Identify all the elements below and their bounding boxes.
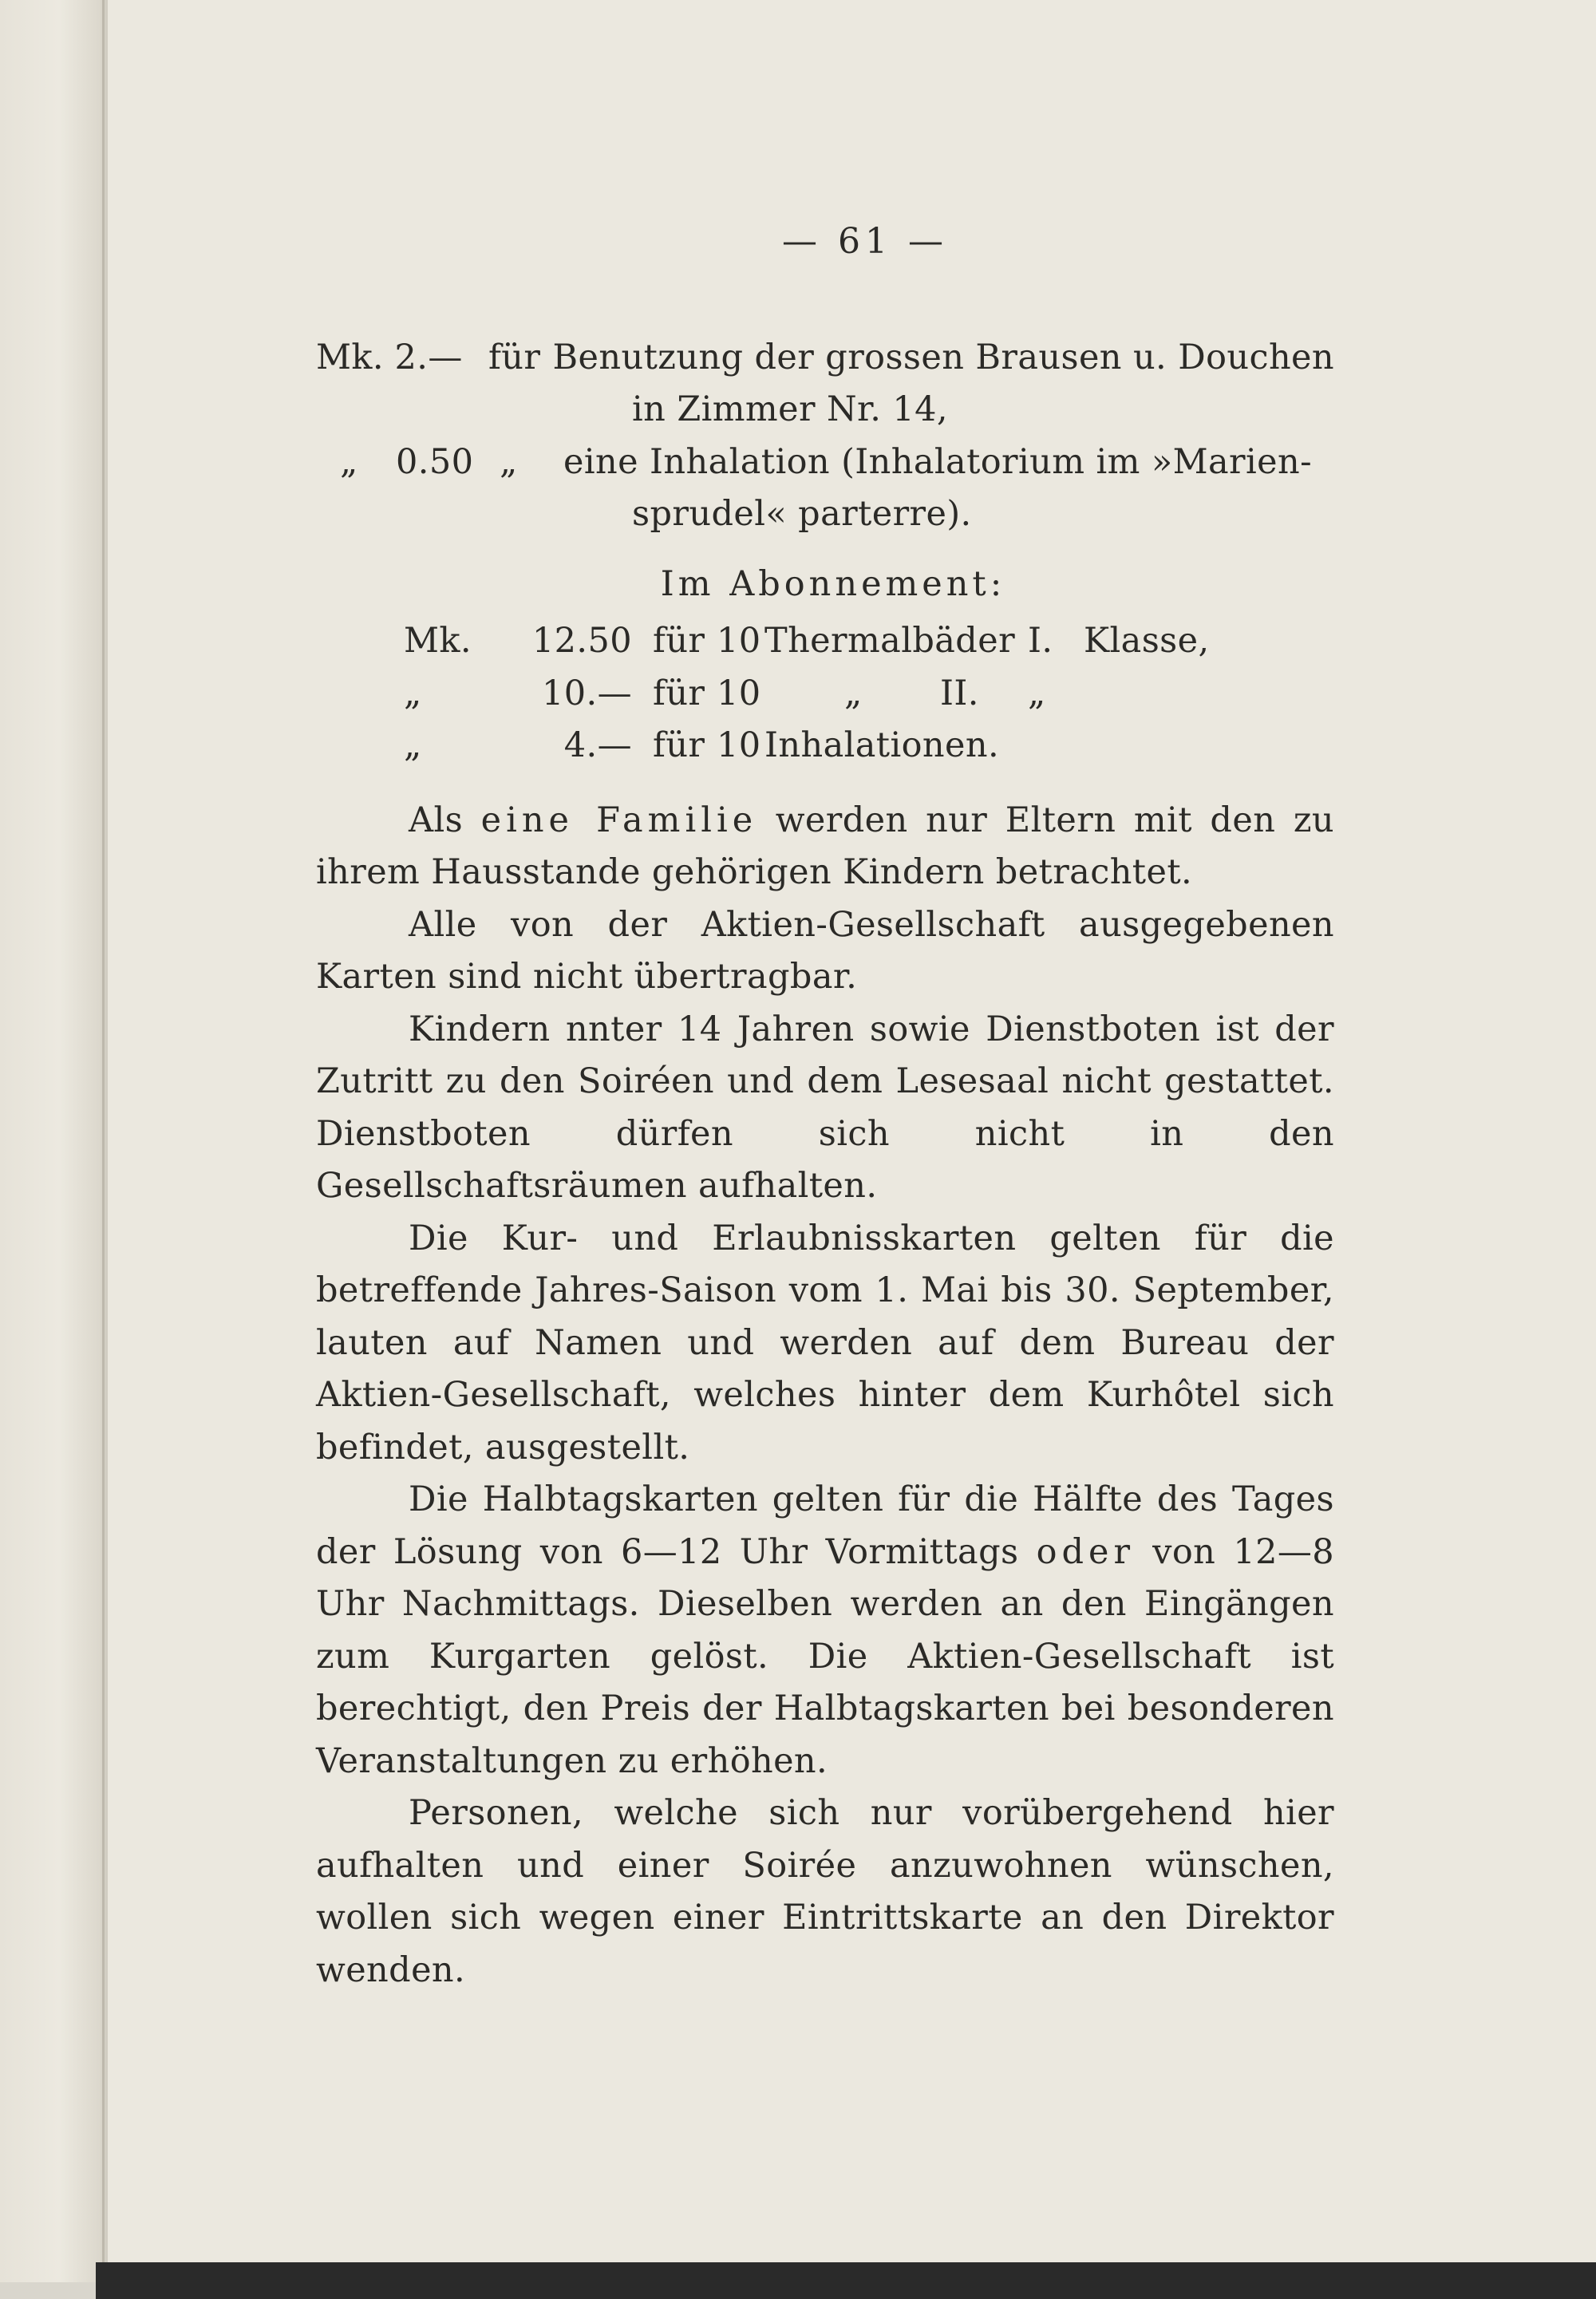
fee-amount: 0.50 <box>396 441 474 482</box>
abo-count: 10 <box>717 621 761 661</box>
abonnement-table <box>316 615 1334 772</box>
abo-item: Inhalationen. <box>764 725 1000 765</box>
abo-count: 10 <box>717 725 761 765</box>
abo-count: 10 <box>717 673 761 713</box>
abo-item: „ <box>844 673 863 713</box>
emphasis-text: eine Familie <box>480 800 758 840</box>
abo-amount: 4.— <box>563 725 632 765</box>
abonnement-title: Im Abonnement: <box>660 563 1006 604</box>
abo-unit: „ <box>404 725 422 765</box>
abo-amount: 12.50 <box>531 621 632 661</box>
fee-continuation: sprudel« parterre). <box>632 494 972 534</box>
fee-continuation: in Zimmer Nr. 14, <box>632 389 948 429</box>
fee-per: „ <box>500 441 518 482</box>
fee-list <box>316 332 1334 541</box>
paragraph-halfday-cards <box>316 1474 1334 1787</box>
paragraph-visitors: Personen, welche sich nur vorübergehend hier aufhalten und einer Soirée anzuwohnen wünschen, wollen sich wegen einer Eintrittskarte an den Direktor wenden. <box>316 1793 1334 1990</box>
paragraph-text: Als <box>409 800 481 840</box>
paragraph-transfer: Alle von der Aktien-Gesellschaft ausgegebenen Karten sind nicht übertragbar. <box>316 904 1334 997</box>
abo-class: I. <box>1028 621 1053 661</box>
fee-text: eine Inhalation (Inhalatorium im »Marien- <box>563 441 1313 482</box>
fee-unit: Mk. <box>316 337 384 377</box>
abonnement-row <box>316 668 1334 721</box>
emphasis-text: oder <box>1036 1531 1136 1572</box>
paragraph-text: von 12—8 Uhr Nachmittags. Dieselben werden an den Eingängen zum Kurgarten gelöst. Die Aktien-Gesellschaft ist berechtigt, den Preis der Halbtagskarten bei besonderen Veranstaltungen zu erhöhen. <box>316 1531 1335 1781</box>
abonnement-row <box>316 615 1334 668</box>
paragraph-family <box>316 795 1334 899</box>
body-paragraphs <box>316 795 1334 1997</box>
abo-unit: Mk. <box>404 621 472 661</box>
abo-klasse: „ <box>1028 673 1046 713</box>
abo-per: für <box>653 621 705 661</box>
abonnement-row <box>316 720 1334 772</box>
fee-row <box>316 436 1334 489</box>
abo-item: Thermalbäder <box>764 621 1016 661</box>
page-bottom-edge <box>96 2262 1596 2299</box>
abo-klasse: Klasse, <box>1084 621 1210 661</box>
page-text <box>316 215 1334 1997</box>
page-number-header: — 61 — <box>782 221 948 262</box>
paragraph-season-cards: Die Kur- und Erlaubnisskarten gelten für die betreffende Jahres-Saison vom 1. Mai bis 30. September, lauten auf Namen und werden auf dem Bureau der Aktien-Gesellschaft, welches hinter dem Kurhôtel sich befindet, ausgestellt. <box>316 1218 1334 1467</box>
abo-unit: „ <box>404 673 422 713</box>
paragraph-text: werden nur Eltern mit den zu ihrem Hausstande gehörigen Kindern betrachtet. <box>316 800 1334 892</box>
fee-per: für <box>488 337 541 377</box>
fee-row <box>316 332 1334 385</box>
fee-text: Benutzung der grossen Brausen u. Douchen <box>552 337 1334 377</box>
fee-amount: 2.— <box>394 337 463 377</box>
paragraph-text: Die Halbtagskarten gelten für die Hälfte des Tages der Lösung von 6—12 Uhr Vormittags <box>316 1479 1334 1572</box>
abo-per: für <box>653 725 705 765</box>
page-gutter <box>0 0 108 2282</box>
abo-amount: 10.— <box>542 673 632 713</box>
abo-class: II. <box>940 673 979 713</box>
abo-per: für <box>653 673 705 713</box>
paragraph-children: Kindern nnter 14 Jahren sowie Dienstboten ist der Zutritt zu den Soiréen und dem Lesesaal nicht gestattet. Dienstboten dürfen sich nicht in den Gesellschaftsräumen aufhalten. <box>316 1009 1334 1206</box>
fee-unit: „ <box>340 441 358 482</box>
gutter-line <box>102 0 105 2282</box>
